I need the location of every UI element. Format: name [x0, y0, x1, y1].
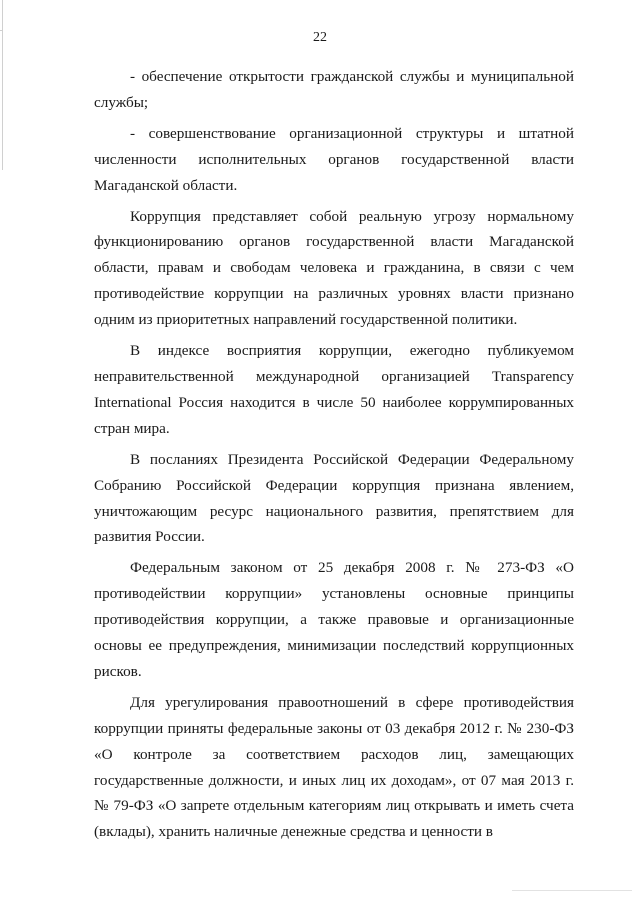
scan-edge-mark	[512, 890, 632, 891]
paragraph: Федеральным законом от 25 декабря 2008 г. № 273-ФЗ «О противодействии коррупции» установлены основные принципы противодействия коррупции, а также правовые и организационные основы ее предупреждения, минимизации последствий коррупционных рисков.	[94, 559, 574, 680]
document-body	[94, 64, 574, 845]
paragraph: В посланиях Президента Российской Федерации Федеральному Собранию Российской Федерации коррупция признана явлением, уничтожающим ресурс национального развития, препятствием для развития России.	[94, 450, 574, 546]
paragraph: Для урегулирования правоотношений в сфере противодействия коррупции приняты федеральные законы от 03 декабря 2012 г. № 230-ФЗ «О контроле за соответствием расходов лиц, замещающих государственные должности, и иных лиц их доходам», от 07 мая 2013 г. № 79-ФЗ «О запрете отдельным категориям лиц открывать и иметь счета (вклады), хранить наличные денежные средства и ценности в	[94, 693, 574, 841]
paragraph: - обеспечение открытости гражданской службы и муниципальной службы;	[94, 68, 574, 111]
paragraph: В индексе восприятия коррупции, ежегодно публикуемом неправительственной международной организацией Transparency International Россия находится в числе 50 наиболее коррумпированных стран мира.	[94, 342, 574, 437]
paragraph: - совершенствование организационной структуры и штатной численности исполнительных органов государственной власти Магаданской области.	[94, 124, 574, 194]
page-number: 22	[313, 30, 327, 45]
scan-edge-mark	[2, 0, 3, 170]
paragraph: Коррупция представляет собой реальную угрозу нормальному функционированию органов государственной власти Магаданской области, правам и свободам человека и гражданина, в связи с чем противодействие коррупции на различных уровнях власти признано одним из приоритетных направлений государственной политики.	[94, 207, 574, 329]
